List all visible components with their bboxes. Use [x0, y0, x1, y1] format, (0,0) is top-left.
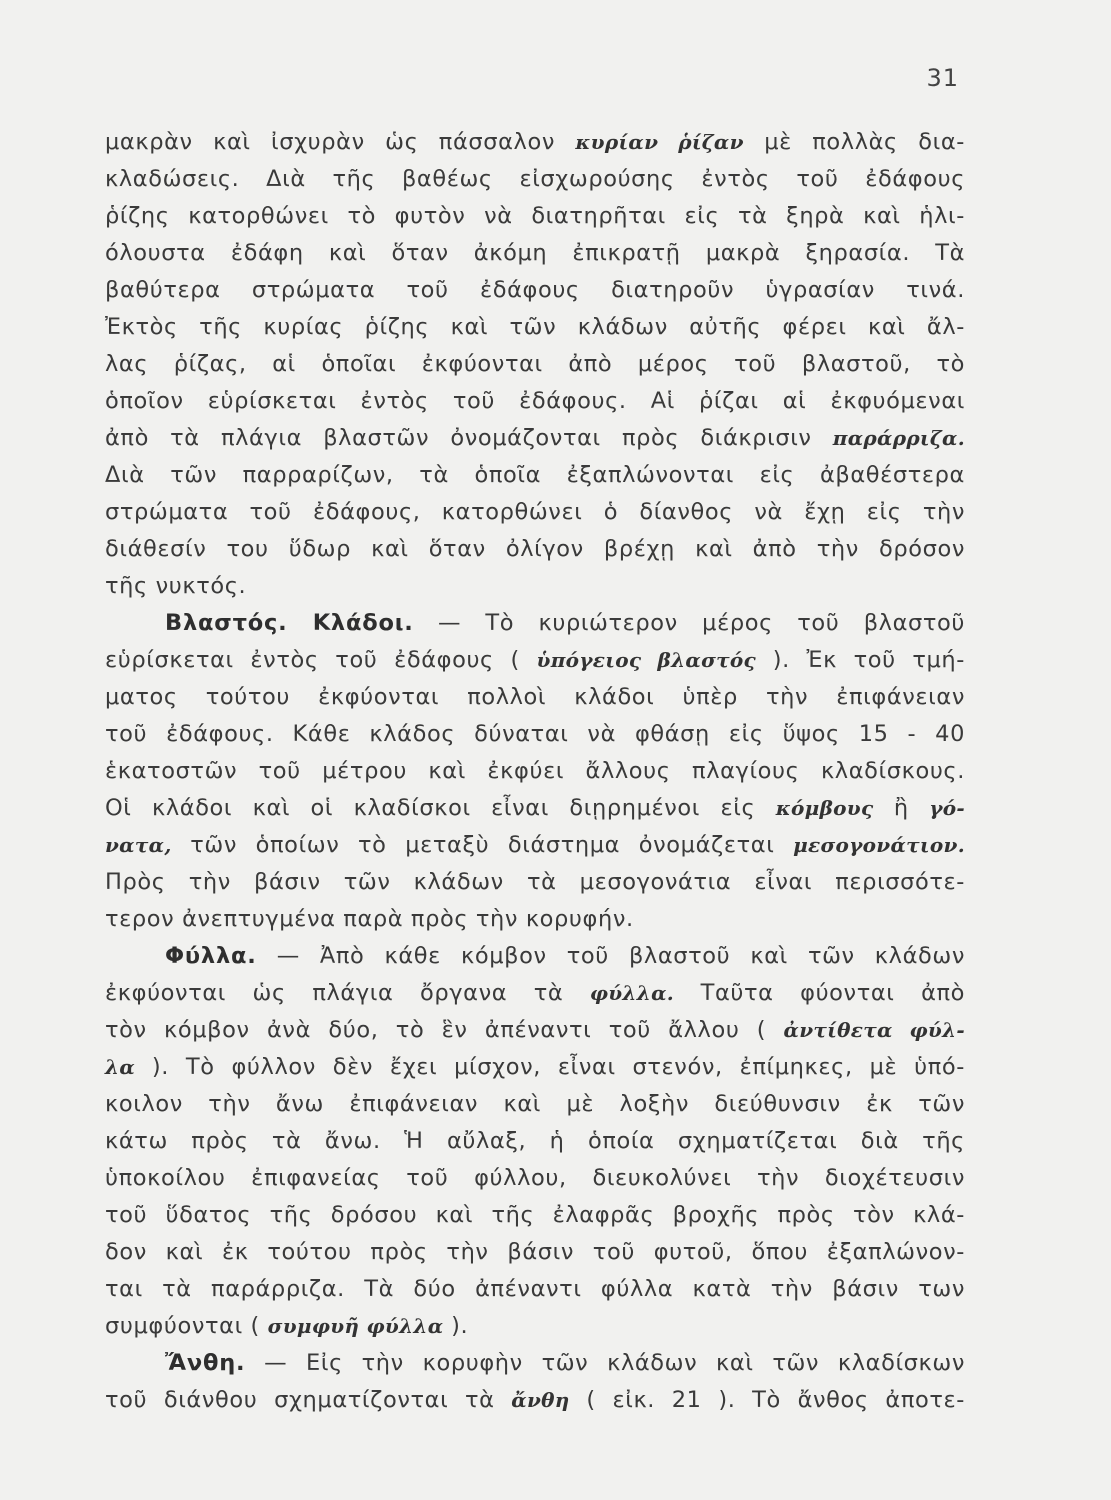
text-run: κοιλον τὴν ἄνω ἐπιφάνειαν καὶ μὲ λοξὴν διεύθυνσιν ἐκ τῶν — [105, 1091, 965, 1117]
text-line — [105, 753, 965, 790]
term-emphasis: γό- — [929, 796, 965, 820]
text-line — [105, 198, 965, 235]
text-run: τοῦ διάνθου σχηματίζονται τὰ — [105, 1387, 512, 1413]
text-line — [105, 457, 965, 494]
text-line — [105, 235, 965, 272]
text-line — [105, 790, 965, 827]
text-run: — Ἀπὸ κάθε κόμβον τοῦ βλαστοῦ καὶ τῶν κλάδων — [256, 943, 965, 969]
text-run: τῆς νυκτός. — [105, 573, 247, 599]
text-line — [105, 161, 965, 198]
text-line — [105, 827, 965, 864]
page-number: 31 — [926, 64, 959, 92]
text-run: ὁποῖον εὑρίσκεται ἐντὸς τοῦ ἐδάφους. Αἱ ῥίζαι αἱ ἐκφυόμεναι — [105, 388, 965, 414]
text-line — [105, 975, 965, 1012]
text-run: Οἱ κλάδοι καὶ οἱ κλαδίσκοι εἶναι διῃρημένοι εἰς — [105, 795, 776, 821]
text-line — [105, 605, 965, 642]
text-run: — Τὸ κυριώτερον μέρος τοῦ βλαστοῦ — [413, 610, 965, 636]
text-run: μὲ πολλὰς δια- — [743, 129, 965, 155]
text-run: ἢ — [873, 795, 930, 821]
term-emphasis: μεσογονάτιον. — [793, 833, 965, 857]
text-run: τῶν ὁποίων τὸ μεταξὺ διάστημα ὀνομάζεται — [171, 832, 794, 858]
text-line — [105, 568, 965, 605]
text-line — [105, 1049, 965, 1086]
text-line — [105, 494, 965, 531]
text-line — [105, 346, 965, 383]
text-run: ). Ἐκ τοῦ τμή- — [756, 647, 966, 673]
section-heading: Ἄνθη. — [165, 1350, 246, 1376]
term-emphasis: ἀντίθετα φύλ- — [783, 1018, 965, 1042]
term-emphasis: ὑπόγειος βλαστός — [536, 648, 757, 672]
text-run: ἐκφύονται ὡς πλάγια ὄργανα τὰ — [105, 980, 590, 1006]
text-line — [105, 1012, 965, 1049]
text-line — [105, 1271, 965, 1308]
term-emphasis: κόμβους — [775, 796, 874, 820]
text-line — [105, 864, 965, 901]
text-line — [105, 1197, 965, 1234]
text-run: ῥίζης κατορθώνει τὸ φυτὸν νὰ διατηρῆται εἰς τὰ ξηρὰ καὶ ἡλι- — [105, 203, 965, 229]
text-line — [105, 938, 965, 975]
text-run: κάτω πρὸς τὰ ἄνω. Ἡ αὔλαξ, ἡ ὁποία σχηματίζεται διὰ τῆς — [105, 1128, 965, 1154]
term-emphasis: παράρριζα. — [832, 426, 965, 450]
text-run: ματος τούτου ἐκφύονται πολλοὶ κλάδοι ὑπὲρ τὴν ἐπιφάνειαν — [105, 684, 965, 710]
text-line — [105, 901, 965, 938]
text-run: Ἐκτὸς τῆς κυρίας ῥίζης καὶ τῶν κλάδων αὐτῆς φέρει καὶ ἄλ- — [105, 314, 965, 340]
term-emphasis: ἄνθη — [511, 1388, 570, 1412]
text-line — [105, 1123, 965, 1160]
text-line — [105, 1160, 965, 1197]
text-run: κλαδώσεις. Διὰ τῆς βαθέως εἰσχωρούσης ἐντὸς τοῦ ἐδάφους — [105, 166, 965, 192]
section-heading: Βλαστός. Κλάδοι. — [165, 610, 414, 636]
text-run: ἀπὸ τὰ πλάγια βλαστῶν ὀνομάζονται πρὸς διάκρισιν — [105, 425, 833, 451]
text-line — [105, 1086, 965, 1123]
text-run: ). Τὸ φύλλον δὲν ἔχει μίσχον, εἶναι στενόν, ἐπίμηκες, μὲ ὑπό- — [135, 1054, 965, 1080]
text-run: ( εἰκ. 21 ). Τὸ ἄνθος ἀποτε- — [569, 1387, 966, 1413]
text-line — [105, 124, 965, 161]
text-run: ). — [443, 1313, 469, 1339]
text-run: Διὰ τῶν παρραρίζων, τὰ ὁποῖα ἐξαπλώνονται εἰς ἀβαθέστερα — [105, 462, 965, 488]
term-emphasis: κυρίαν ῥίζαν — [575, 130, 744, 154]
body-text — [105, 124, 965, 1419]
text-line — [105, 383, 965, 420]
term-emphasis: νατα, — [105, 833, 172, 857]
text-line — [105, 272, 965, 309]
text-line — [105, 309, 965, 346]
text-run: τοῦ ἐδάφους. Κάθε κλάδος δύναται νὰ φθάσῃ εἰς ὕψος 15 - 40 — [105, 721, 965, 747]
text-run: βαθύτερα στρώματα τοῦ ἐδάφους διατηροῦν ὑγρασίαν τινά. — [105, 277, 965, 303]
term-emphasis: λα — [105, 1055, 136, 1079]
text-run: τερον ἀνεπτυγμένα παρὰ πρὸς τὴν κορυφήν. — [105, 906, 634, 932]
text-run: ὑποκοίλου ἐπιφανείας τοῦ φύλλου, διευκολύνει τὴν διοχέτευσιν — [105, 1165, 965, 1191]
term-emphasis: συμφυῆ φύλλα — [267, 1314, 444, 1338]
text-line — [105, 420, 965, 457]
text-line — [105, 642, 965, 679]
text-run: συμφύονται ( — [105, 1313, 268, 1339]
text-line — [105, 1345, 965, 1382]
text-run: εὑρίσκεται ἐντὸς τοῦ ἐδάφους ( — [105, 647, 537, 673]
text-run: τοῦ ὕδατος τῆς δρόσου καὶ τῆς ἐλαφρᾶς βροχῆς πρὸς τὸν κλά- — [105, 1202, 965, 1228]
text-run: Πρὸς τὴν βάσιν τῶν κλάδων τὰ μεσογονάτια εἶναι περισσότε- — [105, 869, 965, 895]
text-line — [105, 679, 965, 716]
text-run: ἑκατοστῶν τοῦ μέτρου καὶ ἐκφύει ἄλλους πλαγίους κλαδίσκους. — [105, 758, 965, 784]
text-line — [105, 1308, 965, 1345]
text-run: μακρὰν καὶ ἰσχυρὰν ὡς πάσσαλον — [105, 129, 576, 155]
text-line — [105, 1234, 965, 1271]
text-run: όλουστα ἐδάφη καὶ ὅταν ἀκόμη ἐπικρατῇ μακρὰ ξηρασία. Τὰ — [105, 240, 965, 266]
text-run: δον καὶ ἐκ τούτου πρὸς τὴν βάσιν τοῦ φυτοῦ, ὅπου ἐξαπλώνον- — [105, 1239, 965, 1265]
text-run: λας ῥίζας, αἱ ὁποῖαι ἐκφύονται ἀπὸ μέρος τοῦ βλαστοῦ, τὸ — [105, 351, 965, 377]
text-line — [105, 1382, 965, 1419]
text-run: Ταῦτα φύονται ἀπὸ — [674, 980, 966, 1006]
text-line — [105, 716, 965, 753]
text-run: τὸν κόμβον ἀνὰ δύο, τὸ ἓν ἀπέναντι τοῦ ἄλλου ( — [105, 1017, 784, 1043]
text-run: — Εἰς τὴν κορυφὴν τῶν κλάδων καὶ τῶν κλαδίσκων — [245, 1350, 965, 1376]
text-line — [105, 531, 965, 568]
section-heading: Φύλλα. — [165, 943, 257, 969]
term-emphasis: φύλλα. — [589, 981, 675, 1005]
text-run: διάθεσίν του ὕδωρ καὶ ὅταν ὀλίγον βρέχῃ καὶ ἀπὸ τὴν δρόσον — [105, 536, 965, 562]
text-run: στρώματα τοῦ ἐδάφους, κατορθώνει ὁ δίανθος νὰ ἔχῃ εἰς τὴν — [105, 499, 965, 525]
text-run: ται τὰ παράρριζα. Τὰ δύο ἀπέναντι φύλλα κατὰ τὴν βάσιν των — [105, 1276, 965, 1302]
